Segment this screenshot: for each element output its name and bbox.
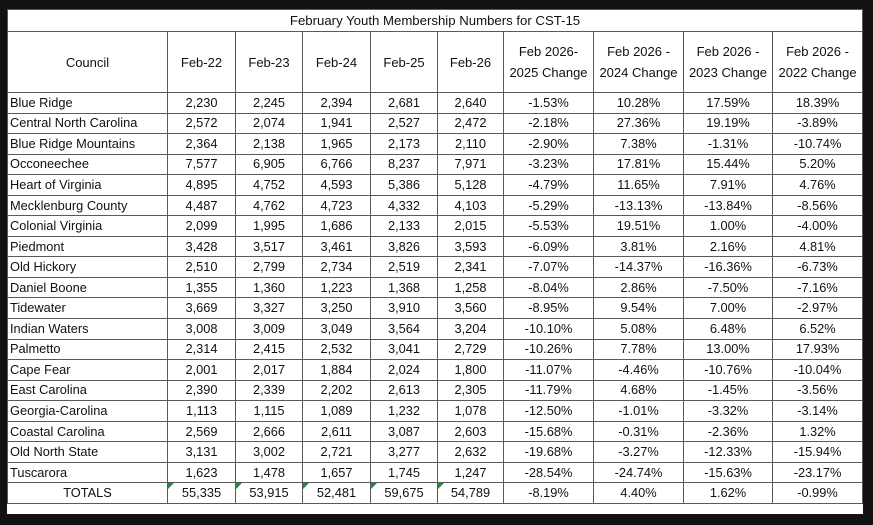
cell-feb-24[interactable]: 2,202 xyxy=(303,380,371,401)
table-row xyxy=(8,401,863,422)
cell-change-2023[interactable]: -15.63% xyxy=(684,462,773,483)
cell-change-2024[interactable]: -1.01% xyxy=(594,401,684,422)
cell-feb-23[interactable]: 4,752 xyxy=(236,175,303,196)
cell-feb-23[interactable]: 2,138 xyxy=(236,134,303,155)
cell-change-2024[interactable]: 5.08% xyxy=(594,319,684,340)
cell-feb-26[interactable]: 5,128 xyxy=(438,175,504,196)
header-change-2025[interactable] xyxy=(504,32,594,93)
cell-change-2023[interactable]: 19.19% xyxy=(684,113,773,134)
total-change-2022[interactable]: -0.99% xyxy=(773,483,863,504)
cell-feb-24[interactable]: 1,941 xyxy=(303,113,371,134)
header-change-2022[interactable] xyxy=(773,32,863,93)
cell-feb-24[interactable]: 6,766 xyxy=(303,154,371,175)
table-row xyxy=(8,298,863,319)
table-title[interactable]: February Youth Membership Numbers for CST-15 xyxy=(8,10,863,32)
cell-feb-24[interactable]: 1,223 xyxy=(303,277,371,298)
cell-change-2025[interactable]: -4.79% xyxy=(504,175,594,196)
total-change-2025[interactable]: -8.19% xyxy=(504,483,594,504)
cell-feb-24[interactable]: 1,686 xyxy=(303,216,371,237)
cell-feb-24[interactable]: 1,965 xyxy=(303,134,371,155)
cell-change-2022[interactable]: 4.81% xyxy=(773,236,863,257)
total-feb-24[interactable]: 52,481 xyxy=(303,483,371,504)
table-row xyxy=(8,134,863,155)
cell-change-2023[interactable]: -16.36% xyxy=(684,257,773,278)
cell-feb-22[interactable]: 3,669 xyxy=(168,298,236,319)
cell-change-2023[interactable]: 17.59% xyxy=(684,93,773,114)
table-row xyxy=(8,360,863,381)
cell-feb-25[interactable]: 3,277 xyxy=(371,442,438,463)
cell-feb-22[interactable]: 4,895 xyxy=(168,175,236,196)
cell-feb-25[interactable]: 1,232 xyxy=(371,401,438,422)
cell-change-2024[interactable]: -14.37% xyxy=(594,257,684,278)
cell-change-2022[interactable]: 1.32% xyxy=(773,421,863,442)
cell-change-2022[interactable]: 6.52% xyxy=(773,319,863,340)
cell-council[interactable]: Daniel Boone xyxy=(8,277,168,298)
cell-change-2023[interactable]: 1.00% xyxy=(684,216,773,237)
cell-council[interactable]: Mecklenburg County xyxy=(8,195,168,216)
cell-change-2022[interactable]: -23.17% xyxy=(773,462,863,483)
cell-feb-26[interactable]: 2,110 xyxy=(438,134,504,155)
cell-feb-23[interactable]: 3,009 xyxy=(236,319,303,340)
cell-feb-26[interactable]: 2,341 xyxy=(438,257,504,278)
table-row xyxy=(8,154,863,175)
cell-feb-25[interactable]: 3,564 xyxy=(371,319,438,340)
table-row xyxy=(8,216,863,237)
cell-change-2024[interactable]: 17.81% xyxy=(594,154,684,175)
cell-council[interactable]: Blue Ridge Mountains xyxy=(8,134,168,155)
cell-change-2022[interactable]: -4.00% xyxy=(773,216,863,237)
cell-change-2024[interactable]: 7.38% xyxy=(594,134,684,155)
cell-council[interactable]: Heart of Virginia xyxy=(8,175,168,196)
cell-change-2023[interactable]: -12.33% xyxy=(684,442,773,463)
spreadsheet xyxy=(7,9,863,514)
cell-change-2024[interactable]: 19.51% xyxy=(594,216,684,237)
cell-feb-26[interactable]: 4,103 xyxy=(438,195,504,216)
cell-council[interactable]: Coastal Carolina xyxy=(8,421,168,442)
total-feb-25[interactable]: 59,675 xyxy=(371,483,438,504)
cell-feb-23[interactable]: 6,905 xyxy=(236,154,303,175)
cell-council[interactable]: Palmetto xyxy=(8,339,168,360)
cell-feb-23[interactable]: 3,002 xyxy=(236,442,303,463)
cell-change-2022[interactable]: -3.14% xyxy=(773,401,863,422)
cell-feb-25[interactable]: 4,332 xyxy=(371,195,438,216)
cell-feb-26[interactable]: 2,729 xyxy=(438,339,504,360)
cell-change-2025[interactable]: -2.18% xyxy=(504,113,594,134)
cell-council[interactable]: Georgia-Carolina xyxy=(8,401,168,422)
cell-feb-24[interactable]: 3,461 xyxy=(303,236,371,257)
cell-feb-25[interactable]: 1,368 xyxy=(371,277,438,298)
cell-feb-25[interactable]: 2,133 xyxy=(371,216,438,237)
cell-change-2024[interactable]: 2.86% xyxy=(594,277,684,298)
cell-feb-23[interactable]: 2,339 xyxy=(236,380,303,401)
cell-feb-26[interactable]: 1,247 xyxy=(438,462,504,483)
cell-council[interactable]: Colonial Virginia xyxy=(8,216,168,237)
header-change-2024-line1: Feb 2026 - xyxy=(607,44,670,59)
cell-change-2024[interactable]: -24.74% xyxy=(594,462,684,483)
cell-feb-26[interactable]: 3,593 xyxy=(438,236,504,257)
cell-change-2022[interactable]: -10.04% xyxy=(773,360,863,381)
table-row xyxy=(8,195,863,216)
cell-change-2022[interactable]: -15.94% xyxy=(773,442,863,463)
cell-feb-22[interactable]: 3,008 xyxy=(168,319,236,340)
header-change-2024[interactable] xyxy=(594,32,684,93)
cell-change-2025[interactable]: -6.09% xyxy=(504,236,594,257)
cell-change-2024[interactable]: -3.27% xyxy=(594,442,684,463)
cell-change-2025[interactable]: -19.68% xyxy=(504,442,594,463)
cell-feb-26[interactable]: 1,800 xyxy=(438,360,504,381)
cell-change-2024[interactable]: 10.28% xyxy=(594,93,684,114)
cell-feb-25[interactable]: 2,173 xyxy=(371,134,438,155)
cell-change-2022[interactable]: -2.97% xyxy=(773,298,863,319)
header-row xyxy=(8,32,863,93)
cell-change-2025[interactable]: -8.95% xyxy=(504,298,594,319)
cell-feb-25[interactable]: 2,519 xyxy=(371,257,438,278)
cell-feb-23[interactable]: 3,327 xyxy=(236,298,303,319)
cell-feb-22[interactable]: 2,569 xyxy=(168,421,236,442)
cell-feb-26[interactable]: 3,204 xyxy=(438,319,504,340)
cell-feb-25[interactable]: 1,745 xyxy=(371,462,438,483)
table-row xyxy=(8,339,863,360)
table-row xyxy=(8,442,863,463)
cell-feb-22[interactable]: 2,572 xyxy=(168,113,236,134)
header-feb-22[interactable]: Feb-22 xyxy=(168,32,236,93)
cell-change-2023[interactable]: -13.84% xyxy=(684,195,773,216)
cell-change-2023[interactable]: -1.31% xyxy=(684,134,773,155)
cell-feb-23[interactable]: 1,478 xyxy=(236,462,303,483)
cell-change-2023[interactable]: -3.32% xyxy=(684,401,773,422)
cell-feb-25[interactable]: 2,527 xyxy=(371,113,438,134)
total-feb-23[interactable]: 53,915 xyxy=(236,483,303,504)
cell-council[interactable]: Piedmont xyxy=(8,236,168,257)
cell-feb-23[interactable]: 1,115 xyxy=(236,401,303,422)
header-change-2022-line2: 2022 Change xyxy=(778,65,857,80)
header-council[interactable]: Council xyxy=(8,32,168,93)
table-row xyxy=(8,236,863,257)
cell-change-2024[interactable]: -4.46% xyxy=(594,360,684,381)
cell-council[interactable]: Old Hickory xyxy=(8,257,168,278)
cell-council[interactable]: Old North State xyxy=(8,442,168,463)
cell-change-2023[interactable]: -1.45% xyxy=(684,380,773,401)
cell-change-2025[interactable]: -5.29% xyxy=(504,195,594,216)
header-feb-25[interactable]: Feb-25 xyxy=(371,32,438,93)
cell-feb-26[interactable]: 1,258 xyxy=(438,277,504,298)
cell-feb-23[interactable]: 1,995 xyxy=(236,216,303,237)
cell-feb-23[interactable]: 2,799 xyxy=(236,257,303,278)
cell-feb-25[interactable]: 3,041 xyxy=(371,339,438,360)
cell-feb-22[interactable]: 3,428 xyxy=(168,236,236,257)
total-change-2023[interactable]: 1.62% xyxy=(684,483,773,504)
header-change-2023-line1: Feb 2026 - xyxy=(696,44,760,59)
cell-feb-25[interactable]: 2,613 xyxy=(371,380,438,401)
cell-council[interactable]: Tuscarora xyxy=(8,462,168,483)
table-row xyxy=(8,93,863,114)
cell-change-2022[interactable]: -8.56% xyxy=(773,195,863,216)
cell-feb-26[interactable]: 3,560 xyxy=(438,298,504,319)
table-row xyxy=(8,462,863,483)
cell-change-2025[interactable]: -5.53% xyxy=(504,216,594,237)
table-row xyxy=(8,319,863,340)
cell-feb-22[interactable]: 1,355 xyxy=(168,277,236,298)
cell-feb-26[interactable]: 2,015 xyxy=(438,216,504,237)
cell-feb-24[interactable]: 2,734 xyxy=(303,257,371,278)
cell-change-2025[interactable]: -2.90% xyxy=(504,134,594,155)
header-feb-23[interactable]: Feb-23 xyxy=(236,32,303,93)
cell-feb-24[interactable]: 2,394 xyxy=(303,93,371,114)
cell-change-2024[interactable]: -0.31% xyxy=(594,421,684,442)
cell-council[interactable]: Indian Waters xyxy=(8,319,168,340)
cell-council[interactable]: East Carolina xyxy=(8,380,168,401)
cell-change-2023[interactable]: -2.36% xyxy=(684,421,773,442)
cell-feb-24[interactable]: 1,089 xyxy=(303,401,371,422)
table-row xyxy=(8,380,863,401)
cell-feb-22[interactable]: 2,510 xyxy=(168,257,236,278)
cell-feb-22[interactable]: 1,623 xyxy=(168,462,236,483)
cell-change-2023[interactable]: 2.16% xyxy=(684,236,773,257)
cell-feb-23[interactable]: 2,666 xyxy=(236,421,303,442)
cell-feb-25[interactable]: 3,910 xyxy=(371,298,438,319)
header-feb-24[interactable]: Feb-24 xyxy=(303,32,371,93)
cell-feb-24[interactable]: 1,657 xyxy=(303,462,371,483)
cell-change-2023[interactable]: 15.44% xyxy=(684,154,773,175)
cell-change-2022[interactable]: 18.39% xyxy=(773,93,863,114)
cell-change-2025[interactable]: -10.10% xyxy=(504,319,594,340)
cell-feb-25[interactable]: 2,024 xyxy=(371,360,438,381)
cell-feb-24[interactable]: 1,884 xyxy=(303,360,371,381)
table-row xyxy=(8,113,863,134)
cell-feb-24[interactable]: 3,049 xyxy=(303,319,371,340)
cell-change-2023[interactable]: 6.48% xyxy=(684,319,773,340)
cell-change-2024[interactable]: 9.54% xyxy=(594,298,684,319)
cell-feb-25[interactable]: 3,087 xyxy=(371,421,438,442)
cell-change-2025[interactable]: -28.54% xyxy=(504,462,594,483)
cell-feb-23[interactable]: 4,762 xyxy=(236,195,303,216)
cell-feb-22[interactable]: 1,113 xyxy=(168,401,236,422)
membership-table xyxy=(7,9,863,504)
cell-feb-23[interactable]: 2,245 xyxy=(236,93,303,114)
cell-feb-26[interactable]: 2,472 xyxy=(438,113,504,134)
cell-council[interactable]: Occoneechee xyxy=(8,154,168,175)
cell-change-2022[interactable]: -7.16% xyxy=(773,277,863,298)
cell-feb-26[interactable]: 1,078 xyxy=(438,401,504,422)
cell-change-2022[interactable]: 17.93% xyxy=(773,339,863,360)
cell-council[interactable]: Tidewater xyxy=(8,298,168,319)
cell-feb-24[interactable]: 4,723 xyxy=(303,195,371,216)
cell-change-2022[interactable]: -3.89% xyxy=(773,113,863,134)
cell-feb-25[interactable]: 2,681 xyxy=(371,93,438,114)
cell-feb-22[interactable]: 2,314 xyxy=(168,339,236,360)
cell-change-2025[interactable]: -3.23% xyxy=(504,154,594,175)
cell-change-2025[interactable]: -1.53% xyxy=(504,93,594,114)
cell-change-2024[interactable]: 11.65% xyxy=(594,175,684,196)
cell-change-2025[interactable]: -8.04% xyxy=(504,277,594,298)
cell-feb-22[interactable]: 2,390 xyxy=(168,380,236,401)
totals-label[interactable]: TOTALS xyxy=(8,483,168,504)
cell-change-2024[interactable]: 3.81% xyxy=(594,236,684,257)
cell-council[interactable]: Cape Fear xyxy=(8,360,168,381)
cell-change-2022[interactable]: -10.74% xyxy=(773,134,863,155)
cell-feb-22[interactable]: 4,487 xyxy=(168,195,236,216)
header-change-2023-line2: 2023 Change xyxy=(688,65,768,80)
cell-change-2025[interactable]: -12.50% xyxy=(504,401,594,422)
cell-change-2024[interactable]: 4.68% xyxy=(594,380,684,401)
table-row xyxy=(8,175,863,196)
total-change-2024[interactable]: 4.40% xyxy=(594,483,684,504)
cell-feb-22[interactable]: 2,230 xyxy=(168,93,236,114)
cell-change-2022[interactable]: -6.73% xyxy=(773,257,863,278)
cell-feb-22[interactable]: 2,364 xyxy=(168,134,236,155)
cell-change-2022[interactable]: -3.56% xyxy=(773,380,863,401)
cell-change-2025[interactable]: -10.26% xyxy=(504,339,594,360)
cell-change-2023[interactable]: -7.50% xyxy=(684,277,773,298)
cell-change-2023[interactable]: 13.00% xyxy=(684,339,773,360)
header-change-2022-line1: Feb 2026 - xyxy=(786,44,849,59)
cell-feb-25[interactable]: 3,826 xyxy=(371,236,438,257)
cell-change-2025[interactable]: -15.68% xyxy=(504,421,594,442)
cell-feb-22[interactable]: 2,099 xyxy=(168,216,236,237)
cell-change-2023[interactable]: -10.76% xyxy=(684,360,773,381)
cell-feb-22[interactable]: 3,131 xyxy=(168,442,236,463)
cell-council[interactable]: Blue Ridge xyxy=(8,93,168,114)
cell-change-2022[interactable]: 4.76% xyxy=(773,175,863,196)
cell-change-2024[interactable]: 27.36% xyxy=(594,113,684,134)
totals-row xyxy=(8,483,863,504)
cell-feb-24[interactable]: 2,532 xyxy=(303,339,371,360)
cell-feb-23[interactable]: 2,074 xyxy=(236,113,303,134)
cell-change-2023[interactable]: 7.00% xyxy=(684,298,773,319)
header-feb-26[interactable]: Feb-26 xyxy=(438,32,504,93)
header-change-2024-line2: 2024 Change xyxy=(599,65,678,80)
cell-feb-26[interactable]: 2,603 xyxy=(438,421,504,442)
table-row xyxy=(8,257,863,278)
cell-change-2025[interactable]: -11.79% xyxy=(504,380,594,401)
cell-feb-26[interactable]: 2,632 xyxy=(438,442,504,463)
cell-feb-22[interactable]: 7,577 xyxy=(168,154,236,175)
cell-feb-24[interactable]: 2,721 xyxy=(303,442,371,463)
cell-feb-26[interactable]: 2,640 xyxy=(438,93,504,114)
total-feb-26[interactable]: 54,789 xyxy=(438,483,504,504)
header-change-2025-line1: Feb 2026- xyxy=(518,44,579,59)
cell-feb-26[interactable]: 2,305 xyxy=(438,380,504,401)
cell-change-2024[interactable]: -13.13% xyxy=(594,195,684,216)
table-row xyxy=(8,421,863,442)
cell-feb-24[interactable]: 2,611 xyxy=(303,421,371,442)
cell-change-2023[interactable]: 7.91% xyxy=(684,175,773,196)
total-feb-22[interactable]: 55,335 xyxy=(168,483,236,504)
cell-feb-23[interactable]: 1,360 xyxy=(236,277,303,298)
cell-feb-22[interactable]: 2,001 xyxy=(168,360,236,381)
cell-council[interactable]: Central North Carolina xyxy=(8,113,168,134)
cell-feb-26[interactable]: 7,971 xyxy=(438,154,504,175)
cell-change-2025[interactable]: -11.07% xyxy=(504,360,594,381)
table-row xyxy=(8,277,863,298)
header-change-2025-line2: 2025 Change xyxy=(509,65,588,80)
cell-change-2025[interactable]: -7.07% xyxy=(504,257,594,278)
cell-feb-25[interactable]: 8,237 xyxy=(371,154,438,175)
cell-feb-23[interactable]: 3,517 xyxy=(236,236,303,257)
cell-change-2024[interactable]: 7.78% xyxy=(594,339,684,360)
cell-feb-24[interactable]: 3,250 xyxy=(303,298,371,319)
cell-feb-25[interactable]: 5,386 xyxy=(371,175,438,196)
cell-change-2022[interactable]: 5.20% xyxy=(773,154,863,175)
cell-feb-23[interactable]: 2,415 xyxy=(236,339,303,360)
cell-feb-24[interactable]: 4,593 xyxy=(303,175,371,196)
cell-feb-23[interactable]: 2,017 xyxy=(236,360,303,381)
header-change-2023[interactable] xyxy=(684,32,773,93)
